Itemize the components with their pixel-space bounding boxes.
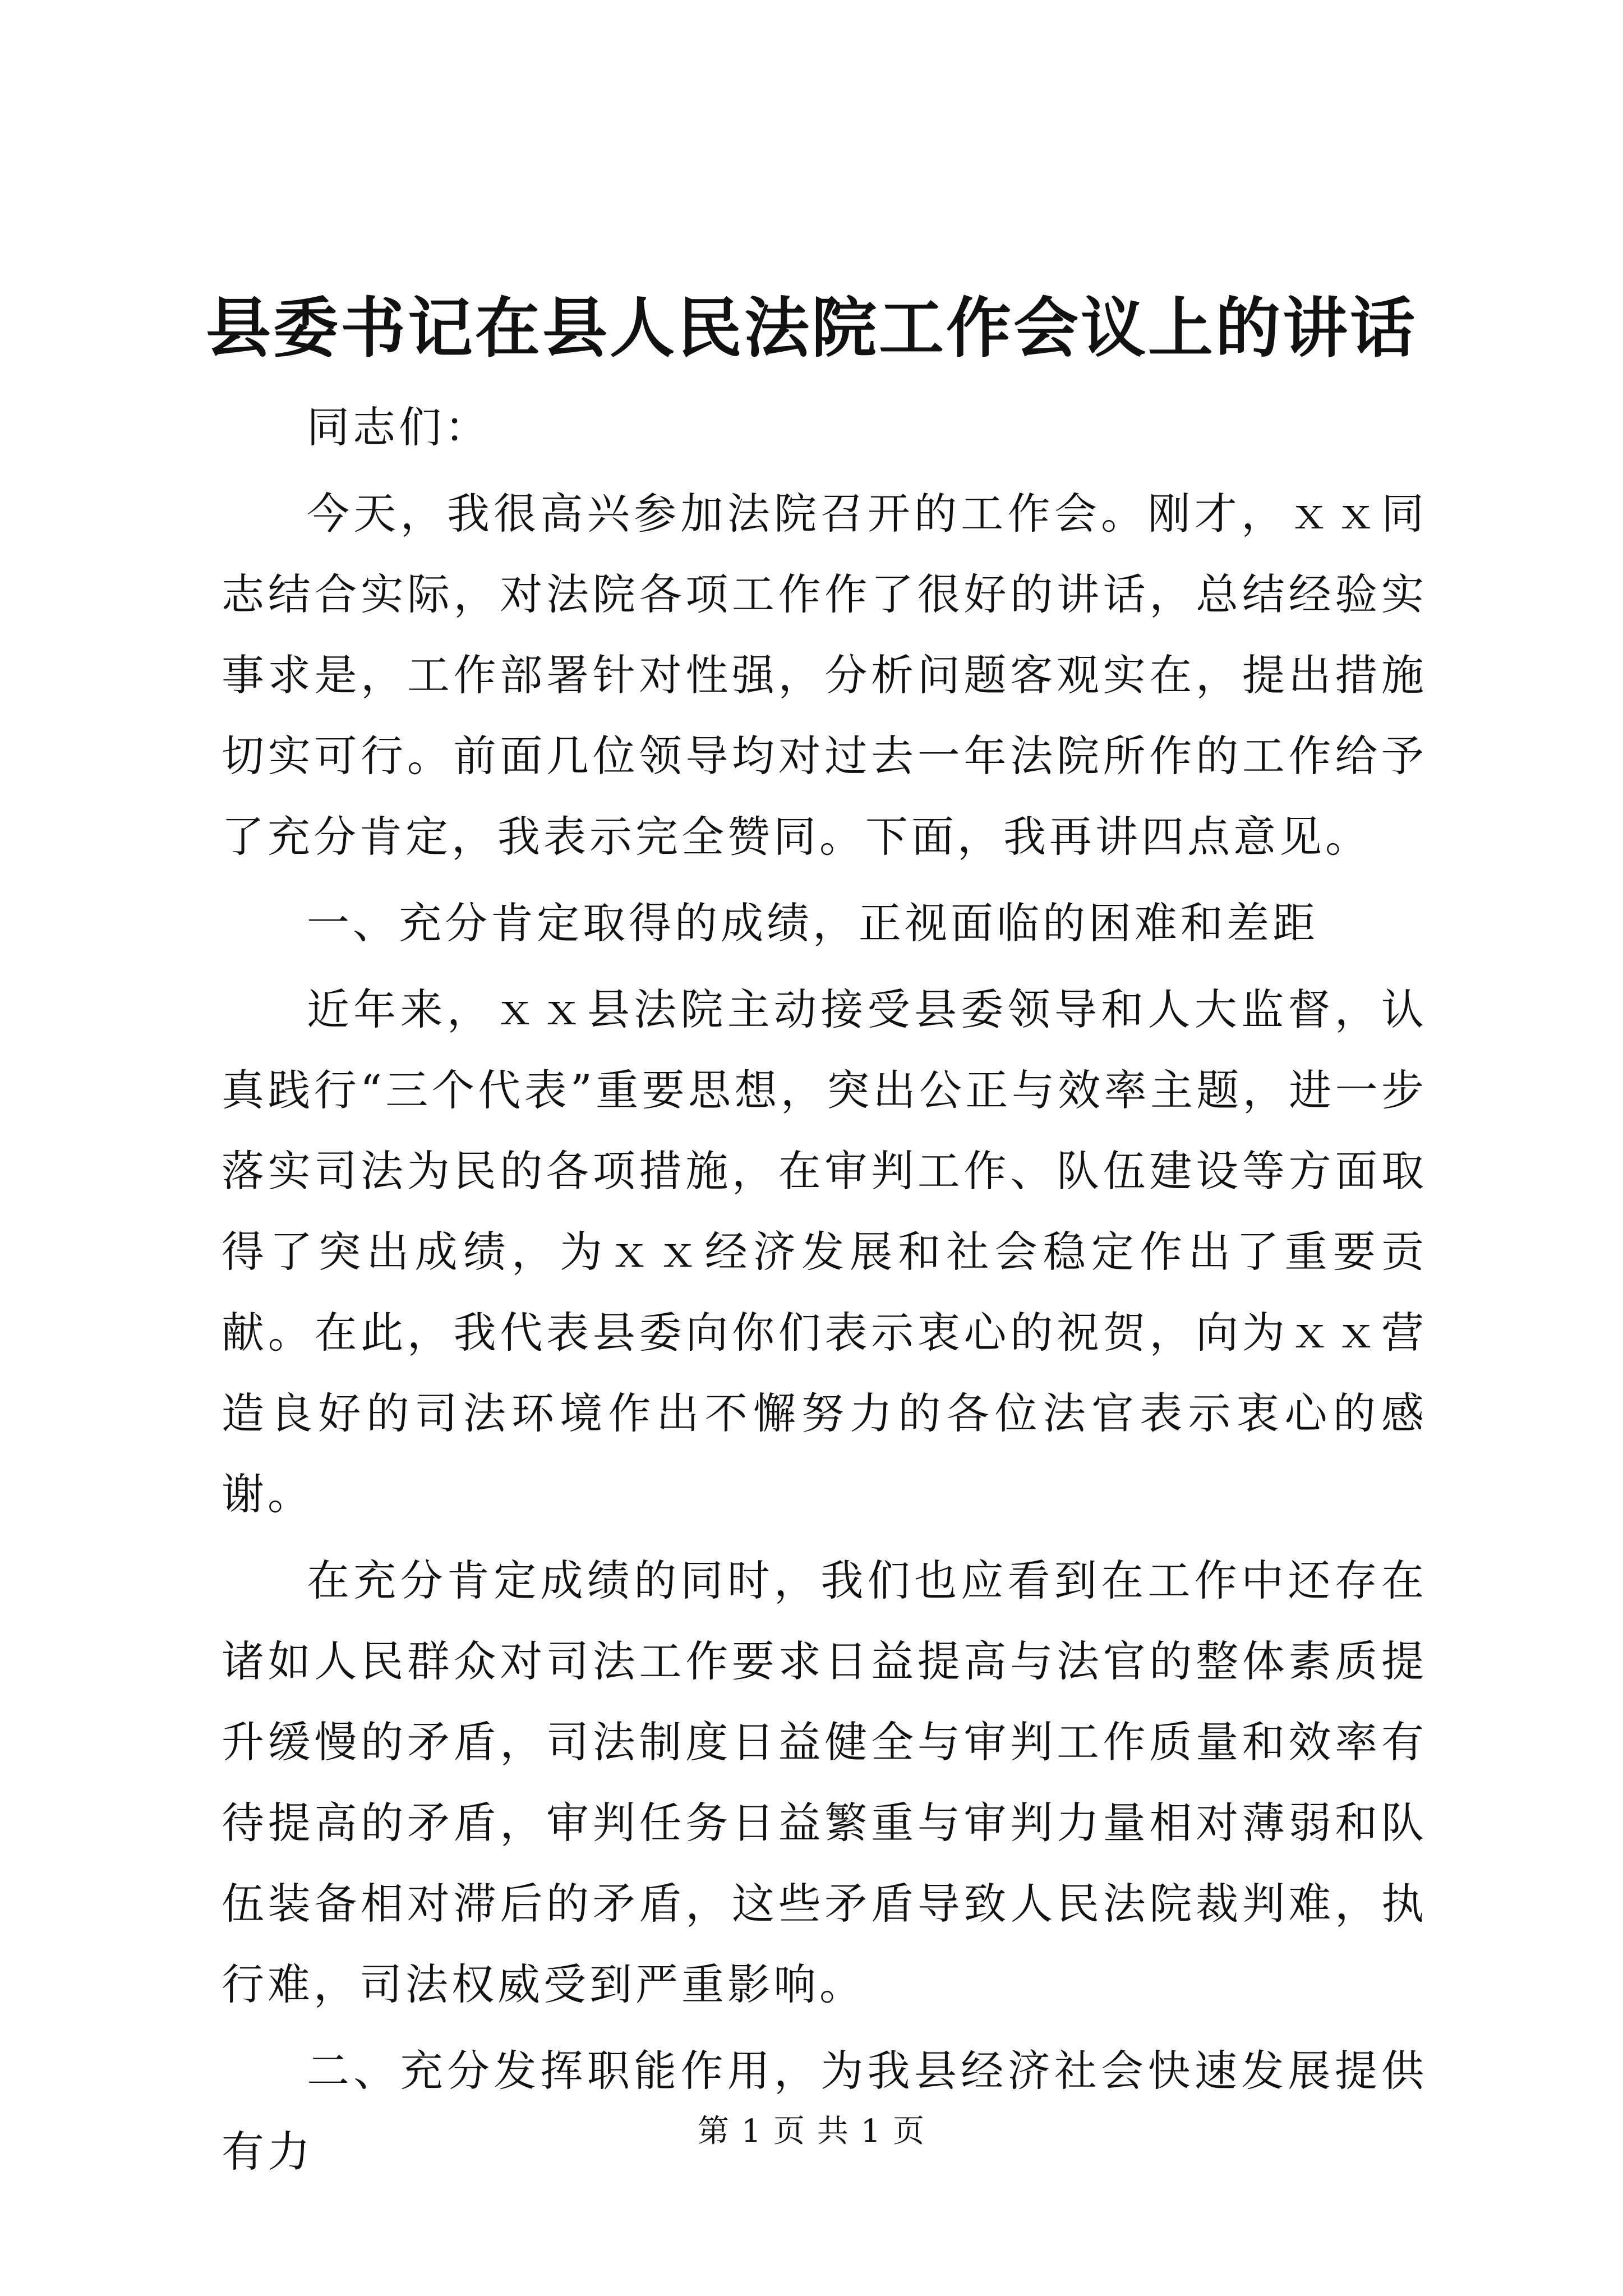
salutation: 同志们： bbox=[307, 402, 491, 452]
paragraph-achievements: 近年来，ｘｘ县法院主动接受县委领导和人大监督，认真践行“三个代表”重要思想，突出公正与效率主题，进一步落实司法为民的各项措施，在审判工作、队伍建设等方面取得了突出成绩，为ｘｘ经济发展和社会稳定作出了重要贡献。在此，我代表县委向你们表示衷心的祝贺，向为ｘｘ营造良好的司法环境作出不懈努力的各位法官表示衷心的感谢。 bbox=[222, 984, 1427, 1519]
document-body bbox=[222, 387, 1427, 2192]
page-footer: 第 1 页 共 1 页 bbox=[697, 2113, 926, 2150]
paragraph-problems: 在充分肯定成绩的同时，我们也应看到在工作中还存在诸如人民群众对司法工作要求日益提高与法官的整体素质提升缓慢的矛盾，司法制度日益健全与审判工作质量和效率有待提高的矛盾，审判任务日益繁重与审判力量相对薄弱和队伍装备相对滞后的矛盾，这些矛盾导致人民法院裁判难，执行难，司法权威受到严重影响。 bbox=[222, 1556, 1427, 2009]
document-title: 县委书记在县人民法院工作会议上的讲话 bbox=[206, 290, 1417, 366]
section-heading-2: 二、充分发挥职能作用，为我县经济社会快速发展提供有力 bbox=[222, 2046, 1427, 2177]
section-heading-1: 一、充分肯定取得的成绩，正视面临的困难和差距 bbox=[307, 898, 1318, 948]
paragraph-intro: 今天，我很高兴参加法院召开的工作会。刚才，ｘｘ同志结合实际，对法院各项工作作了很好的讲话，总结经验实事求是，工作部署针对性强，分析问题客观实在，提出措施切实可行。前面几位领导均对过去一年法院所作的工作给予了充分肯定，我表示完全赞同。下面，我再讲四点意见。 bbox=[222, 489, 1427, 862]
